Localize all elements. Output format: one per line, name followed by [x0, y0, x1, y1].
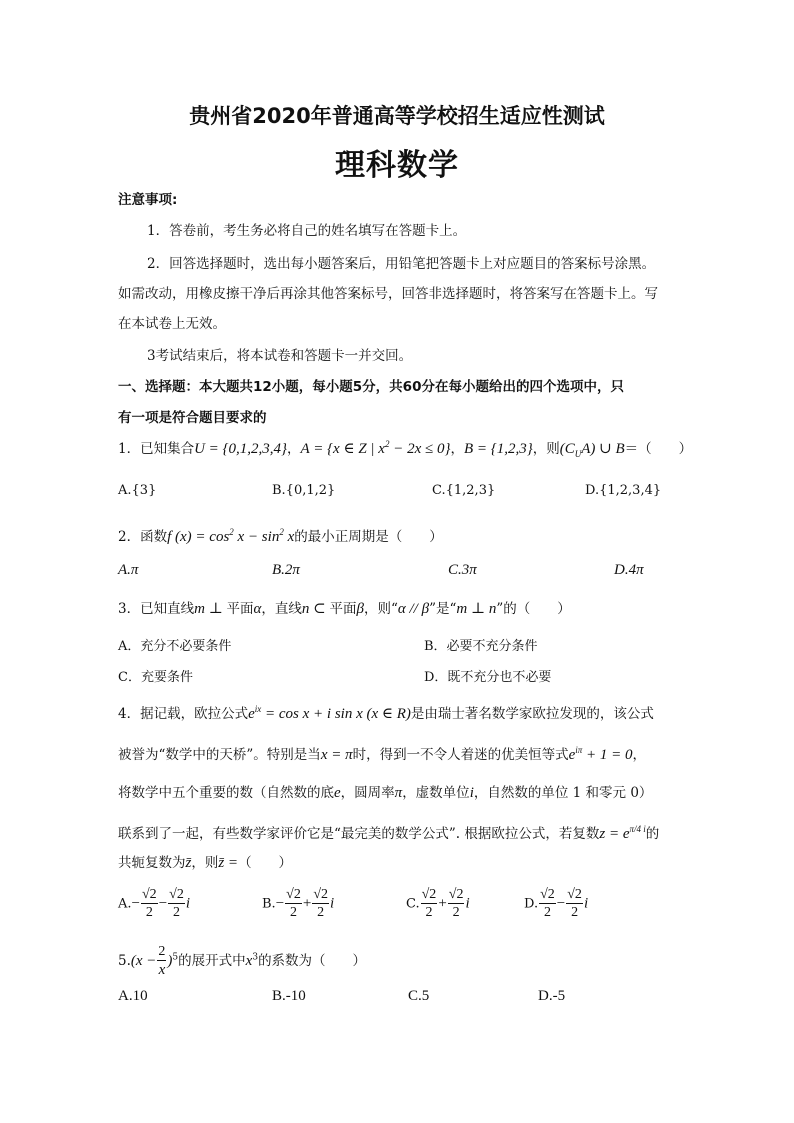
q2-option-b: B.2π: [272, 562, 300, 578]
q1-prefix: 1．已知集合: [118, 441, 195, 457]
note-item-3: 3考试结束后，将本试卷和答题卡一并交回。: [147, 348, 413, 364]
q5-option-d: D.-5: [538, 988, 566, 1004]
q2-option-c: C.3π: [448, 562, 477, 578]
exam-subject: 理科数学: [335, 148, 459, 183]
q2-option-a: A.π: [118, 562, 139, 578]
q1-option-b: B.{0,1,2}: [272, 483, 336, 498]
question-4-line-3: 将数学中五个重要的数（自然数的底e，圆周率π，虚数单位i，自然数的单位 1 和零元 0）: [118, 785, 653, 801]
question-4: 4．据记载，欧拉公式$e^{ix} = \cos x + i$ sin x (x ∈ R)是由瑞士著名数学家欧拉发现的，该公式: [118, 704, 654, 722]
section-heading: 一、选择题：本大题共12小题，每小题5分，共60分在每小题给出的四个选项中，只: [118, 379, 624, 395]
q4-option-d: D. $\frac{√2}{2}$ − $\frac{√2}{2}$ i: [524, 887, 589, 920]
section-heading-cont: 有一项是符合题目要求的: [118, 410, 267, 426]
q1-expression: $(C_UA)$ ∪ B: [559, 441, 625, 459]
note-item-2: 2．回答选择题时，选出每小题答案后，用铅笔把答题卡上对应题目的答案标号涂黑。: [147, 256, 656, 272]
q1-option-a: A.{3}: [118, 483, 157, 498]
question-4-line-4: 联系到了一起，有些数学家评价它是“最完美的数学公式”. 根据欧拉公式，若复数$z = e^{\pi/4 i}$的: [118, 824, 660, 842]
note-item-2-cont: 如需改动，用橡皮擦干净后再涂其他答案标号，回答非选择题时，将答案写在答题卡上。写: [118, 286, 658, 302]
q3-option-a: A．充分不必要条件: [118, 639, 232, 654]
q1-set-b: B = {1,2,3}: [463, 441, 533, 457]
question-3: 3．已知直线m ⊥ 平面α，直线n ⊂ 平面β，则“α // β”是“m ⊥ n”的（ ）: [118, 601, 571, 617]
q5-option-c: C.5: [408, 988, 430, 1004]
q1-option-c: C.{1,2,3}: [432, 483, 496, 498]
q1-set-a: A = {x ∈ Z | $x^2 - 2x \le 0$}: [300, 439, 451, 457]
question-2: 2．函数f $(x) = \cos^2 x - \sin^2 x$的最小正周期是（ ）: [118, 527, 443, 545]
notes-heading: 注意事项:: [118, 192, 178, 208]
q3-option-b: B．必要不充分条件: [424, 639, 538, 654]
q1-option-d: D.{1,2,3,4}: [585, 483, 662, 498]
q4-option-a: A.− $\frac{√2}{2}$ − $\frac{√2}{2}$ i: [118, 887, 191, 920]
question-4-line-2: 被誉为“数学中的天桥”。特别是当x = π时，得到一不令人着迷的优美恒等式$e^{i\pi} + 1 = 0$，: [118, 745, 647, 763]
question-5: 5.(x − $\frac{2}{x}$ )$^5$的展开式中$x^3$的系数为（ ）: [118, 944, 367, 978]
q5-option-a: A.10: [118, 988, 148, 1004]
q3-option-d: D．既不充分也不必要: [424, 670, 552, 685]
question-4-line-5: 共轭复数为z̄，则z̄ =（ ）: [118, 855, 293, 871]
q3-option-c: C．充要条件: [118, 670, 193, 685]
note-item-2-end: 在本试卷上无效。: [118, 316, 226, 332]
note-item-1: 1．答卷前，考生务必将自己的姓名填写在答题卡上。: [147, 223, 467, 239]
question-1: 1．已知集合U = {0,1,2,3,4}，A = {x ∈ Z | $x^2 - 2x \le 0$}，B = {1,2,3}，则$(C_UA)$ ∪ B＝（ ）: [118, 439, 693, 459]
exam-title: 贵州省2020年普通高等学校招生适应性测试: [189, 104, 605, 128]
q4-option-c: C. $\frac{√2}{2}$ + $\frac{√2}{2}$ i: [406, 887, 470, 920]
q4-option-b: B.− $\frac{√2}{2}$ + $\frac{√2}{2}$ i: [262, 887, 335, 920]
q5-option-b: B.-10: [272, 988, 306, 1004]
q1-set-u: U = {0,1,2,3,4}: [194, 441, 288, 457]
q2-option-d: D.4π: [614, 562, 644, 578]
